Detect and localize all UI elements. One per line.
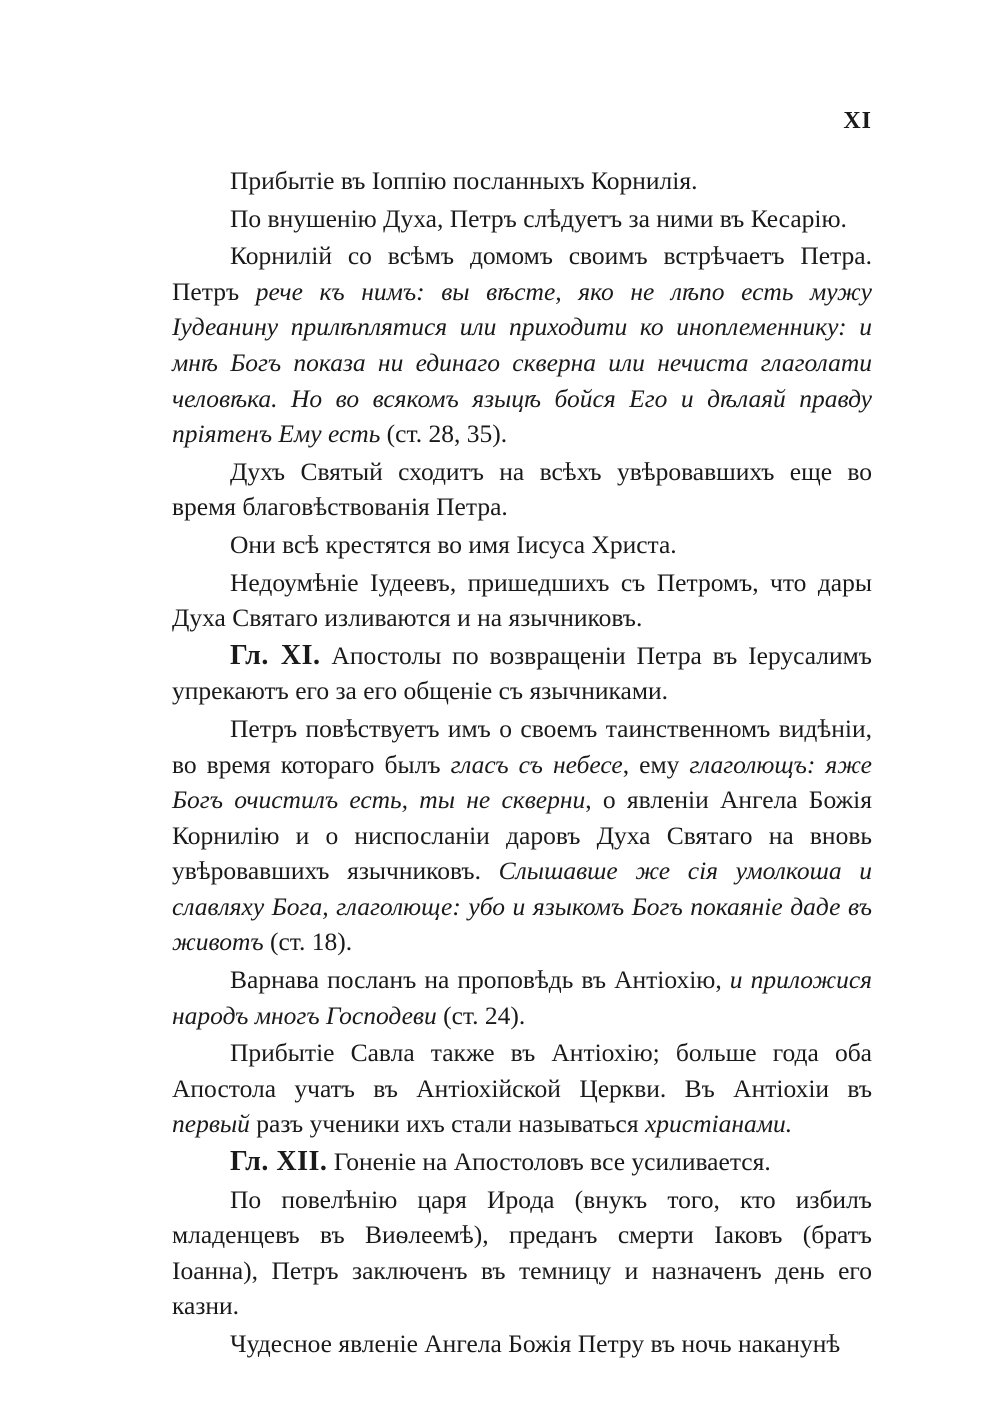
scripture-quote: глаголющъ: яже Богъ очистилъ есть, ты не скверни — [172, 749, 872, 815]
text-run: Духъ Святый сходитъ на всѣхъ увѣровавшихъ еще во время благовѣствованія Петра. — [172, 456, 872, 522]
text-run: Они всѣ крестятся во имя Іисуса Христа. — [230, 529, 677, 559]
paragraph — [172, 1035, 872, 1142]
text-run: Корнилій со всѣмъ домомъ своимъ встрѣчаетъ Петра. Петръ — [172, 241, 872, 306]
paragraph — [172, 1326, 872, 1362]
page-body — [172, 163, 872, 1362]
paragraph — [172, 1144, 872, 1180]
scripture-quote: первый — [172, 1109, 250, 1139]
paragraph — [172, 527, 872, 563]
text-run: , о явленіи Ангела Божія Корнилію и о ниспосланіи даровъ Духа Святаго на вновь увѣровавшихъ язычниковъ. — [172, 785, 872, 886]
text-run: По внушенію Духа, Петръ слѣдуетъ за ними въ Кесарію. — [230, 203, 847, 233]
paragraph — [172, 454, 872, 525]
text-run: (ст. 24). — [436, 1000, 526, 1030]
chapter-heading: Гл. XI. — [230, 639, 321, 671]
text-run: Чудесное явленіе Ангела Божія Петру въ ночь наканунѣ — [230, 1329, 841, 1358]
page-number: XI — [843, 108, 872, 134]
text-run: Недоумѣніе Іудеевъ, пришедшихъ съ Петромъ, что дары Духа Святаго изливаются и на язычниковъ. — [172, 567, 872, 633]
text-run: Прибытіе Савла также въ Антіохію; больше года оба Апостола учатъ въ Антіохійской Церкви. Въ Антіохіи въ — [172, 1038, 872, 1103]
scripture-quote: Слышавше же сія умолкоша и славляху Бога, глаголюще: убо и языкомъ Богъ покаяніе даде въ животъ — [172, 856, 873, 957]
scripture-quote: христіанами. — [644, 1109, 793, 1139]
chapter-heading: Гл. XII. — [230, 1146, 328, 1178]
paragraph — [172, 238, 872, 452]
paragraph — [172, 638, 872, 709]
paragraph — [172, 962, 872, 1033]
paragraph — [172, 711, 872, 960]
text-run: (ст. 18). — [263, 927, 353, 957]
text-run: По повелѣнію царя Ирода (внукъ того, кто избилъ младенцевъ въ Виѳлеемѣ), преданъ смерти Іаковъ (братъ Іоанна), Петръ заключенъ въ темницу и назначенъ день его казни. — [172, 1184, 872, 1321]
text-run: Прибытіе въ Іоппію посланныхъ Корнилія. — [230, 166, 698, 195]
paragraph — [172, 565, 872, 636]
scripture-quote: рече къ нимъ: вы вѣсте, яко не лѣпо есть мужу Іудеанину прилѣплятися или приходити ко иноплеменнику: и мнѣ Богъ показа ни единаго скверна или нечиста глаголати человѣка. Но во всякомъ языцѣ бойся Его и дѣлаяй правду пріятенъ Ему есть — [172, 276, 872, 449]
text-run: (ст. 28, 35). — [380, 419, 508, 449]
text-run: Петръ повѣствуетъ имъ о своемъ таинственномъ видѣніи, во время котораго былъ — [172, 713, 872, 779]
text-run: Варнава посланъ на проповѣдь въ Антіохію, — [230, 965, 730, 995]
paragraph — [172, 163, 872, 199]
text-run: Гоненіе на Апостоловъ все усиливается. — [327, 1147, 771, 1177]
text-run: Апостолы по возвращеніи Петра въ Іерусалимъ упрекаютъ его за его общеніе съ язычниками. — [172, 640, 872, 706]
text-run: , ему — [622, 749, 690, 779]
scripture-quote: гласъ съ небесе — [450, 749, 623, 779]
scripture-quote: и приложися народъ многъ Господеви — [172, 965, 873, 1030]
paragraph — [172, 201, 872, 237]
text-run: разъ ученики ихъ стали называться — [249, 1109, 645, 1139]
paragraph — [172, 1182, 872, 1324]
